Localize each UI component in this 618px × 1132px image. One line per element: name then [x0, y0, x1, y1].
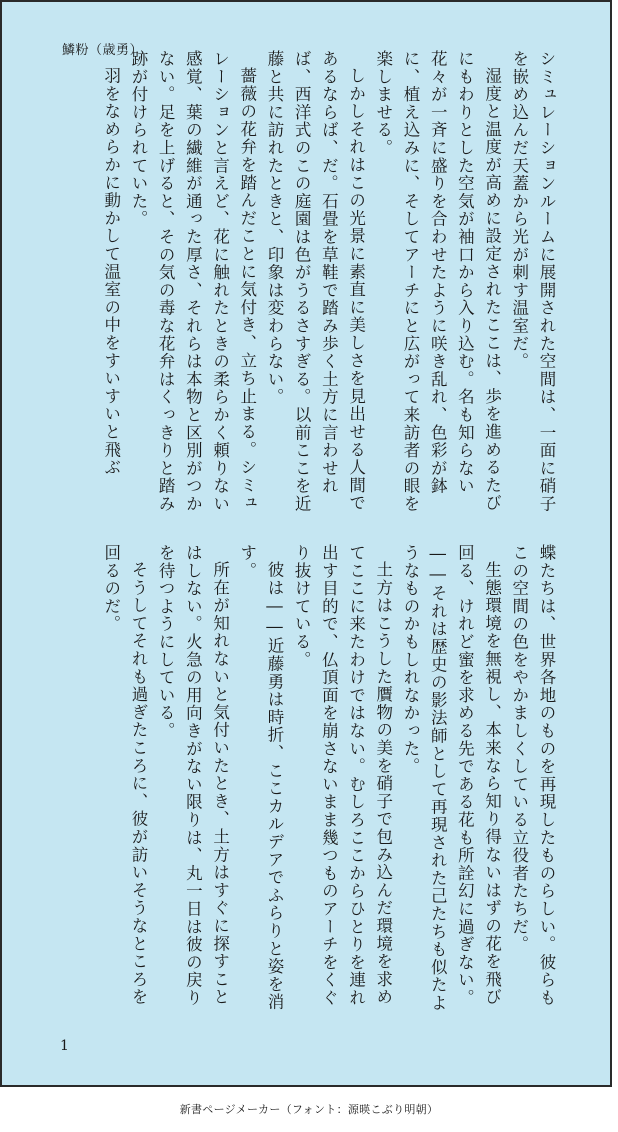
paragraph: シミュレーションルームに展開された空間は、一面に硝子を嵌め込んだ天蓋から光が刺す温室だ。 [509, 50, 556, 513]
page-header-title: 鱗粉（歳勇） [62, 43, 144, 58]
paragraph: 生態環境を無視し、本来なら知り得ないはずの花を飛び回る、けれど蜜を求める先である花も所詮幻に過ぎない。――それは歴史の影法師として再現された己たちも似たようなものかもしれなかった。 [400, 544, 502, 1012]
paragraph: 土方はこうした贋物の美を硝子で包み込んだ環境を求めてここに来たわけではない。むしろここからひとりを連れ出す目的で、仏頂面を崩さないまま幾つものアーチをくぐり抜けている。 [292, 544, 393, 1007]
paragraph: そうしてそれも過ぎたころに、彼が訪いそうなところを回るのだ。 [101, 544, 148, 1006]
page-number: 1 [60, 1038, 69, 1054]
upper-text-block [52, 50, 560, 528]
paragraph: 所在が知れないと気付いたとき、土方はすぐに探すことはしない。火急の用向きがない限りは、丸一日は彼の戻りを待つようにしている。 [156, 544, 230, 1007]
paragraph: しかしそれはこの光景に素直に美しさを見出せる人間であるならば、だ。石畳を草鞋で踏み歩く土方に言わせれば、西洋式のこの庭園は色がうるさすぎる。以前ここを近藤と共に訪れたときと、印象は変わらない。 [264, 50, 366, 513]
lower-text-block [52, 544, 560, 1022]
footer-credit: 新書ページメーカー（フォント：源暎こぶり明朝） [179, 1103, 439, 1116]
paragraph: 湿度と温度が高めに設定されたここは、歩を進めるたびにもわりとした空気が袖口から入り込む。名も知らない花々が一斉に盛りを合わせたように咲き乱れ、色彩が鉢に、植え込みに、そしてアーチにと広がって来訪者の眼を楽しませる。 [373, 50, 502, 513]
paragraph: 蝶たちは、世界各地のものを再現したものらしい。彼らもこの空間の色をやかましくしている立役者たちだ。 [509, 544, 556, 1007]
paragraph: 彼は――近藤勇は時折、ここカルデアでふらりと姿を消す。 [237, 544, 284, 1011]
paragraph: 羽をなめらかに動かして温室の中をすいすいと飛ぶ [101, 66, 121, 476]
paragraph: 薔薇の花弁を踏んだことに気付き、立ち止まる。シミュレーションと言えど、花に触れたときの柔らかく頼りない感覚、葉の繊維が通った厚さ、それらは本物と区別がつかない。足を上げると、その気の毒な花弁はくっきりと踏み跡が付けられていた。 [128, 50, 257, 513]
